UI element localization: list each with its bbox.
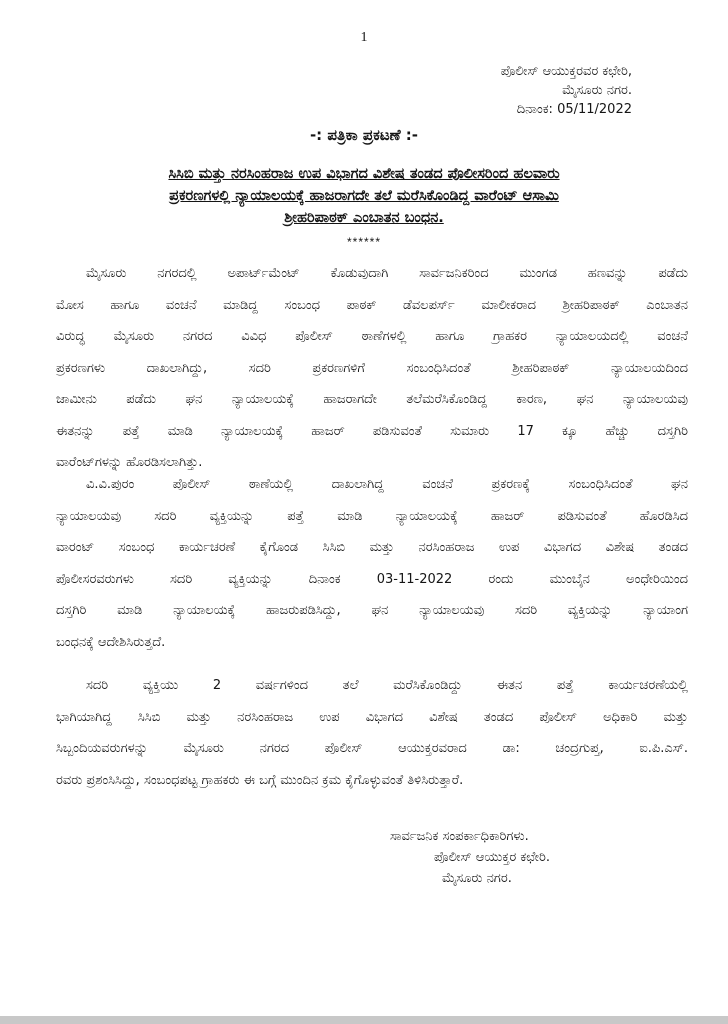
paragraph-line: ರವರು ಪ್ರಶಂಸಿಸಿದ್ದು, ಸಂಬಂಧಪಟ್ಟ ಗ್ರಾಹಕರು ಈ ಬಗ್ಗೆ ಮುಂದಿನ ಕ್ರಮ ಕೈಗೊಳ್ಳುವಂತೆ ತಿಳಿಸಿರುತ್ತಾರೆ. xyxy=(56,772,464,788)
bottom-edge-bar xyxy=(0,1016,728,1024)
paragraph-2 xyxy=(56,469,688,658)
paragraph-line: ಸಿಬ್ಬಂದಿಯವರುಗಳನ್ನು ಮೈಸೂರು ನಗರದ ಪೊಲೀಸ್ ಆಯುಕ್ತರವರಾದ ಡಾ: ಚಂದ್ರಗುಪ್ತ, ಐ.ಪಿ.ಎಸ್. xyxy=(56,741,688,756)
paragraph-line: ಮೈಸೂರು ನಗರದಲ್ಲಿ ಅಪಾರ್ಟ್‌ಮೆಂಟ್ ಕೊಡುವುದಾಗಿ ಸಾರ್ವಜನಿಕರಿಂದ ಮುಂಗಡ ಹಣವನ್ನು ಪಡೆದು xyxy=(86,266,688,281)
signatory-title: ಸಾರ್ವಜನಿಕ ಸಂಪರ್ಕಾಧಿಕಾರಿಗಳು. xyxy=(390,829,529,844)
paragraph-line: ಜಾಮೀನು ಪಡೆದು ಘನ ನ್ಯಾಯಾಲಯಕ್ಕೆ ಹಾಜರಾಗದೇ ತಲೆಮರೆಸಿಕೊಂಡಿದ್ದ ಕಾರಣ, ಘನ ನ್ಯಾಯಾಲಯವು xyxy=(56,392,688,407)
office-city: ಮೈಸೂರು ನಗರ. xyxy=(562,83,632,98)
press-release-heading: -: ಪತ್ರಿಕಾ ಪ್ರಕಟಣೆ :- xyxy=(309,126,419,144)
paragraph-line: ಮೋಸ ಹಾಗೂ ವಂಚನೆ ಮಾಡಿದ್ದ ಸಂಬಂಧ ಪಾಠಕ್ ಡೆವಲಪರ್ಸ್ ಮಾಲೀಕರಾದ ಶ್ರೀಹರಿಪಾಠಕ್ ಎಂಬಾತನ xyxy=(56,297,688,313)
paragraph-line: ವಿರುದ್ಧ ಮೈಸೂರು ನಗರದ ವಿವಿಧ ಪೊಲೀಸ್ ಠಾಣೆಗಳಲ್ಲಿ ಹಾಗೂ ಗ್ರಾಹಕರ ನ್ಯಾಯಾಲಯದಲ್ಲಿ ವಂಚನೆ xyxy=(56,329,688,344)
page-number: 1 xyxy=(360,30,368,45)
paragraph-line: ದಸ್ತಗಿರಿ ಮಾಡಿ ನ್ಯಾಯಾಲಯಕ್ಕೆ ಹಾಜರುಪಡಿಸಿದ್ದು, ಘನ ನ್ಯಾಯಾಲಯವು ಸದರಿ ವ್ಯಕ್ತಿಯನ್ನು ನ್ಯಾಯಾಂಗ xyxy=(56,603,688,618)
signature-block xyxy=(390,826,550,889)
paragraph-line: ವಾರೆಂಟ್‌ಗಳನ್ನು ಹೊರಡಿಸಲಾಗಿತ್ತು. xyxy=(56,455,203,470)
paragraph-line: ವಿ.ವಿ.ಪುರಂ ಪೊಲೀಸ್ ಠಾಣೆಯಲ್ಲಿ ದಾಖಲಾಗಿದ್ದ ವಂಚನೆ ಪ್ರಕರಣಕ್ಕೆ ಸಂಬಂಧಿಸಿದಂತೆ ಘನ xyxy=(86,477,688,492)
office-name: ಪೊಲೀಸ್ ಆಯುಕ್ತರವರ ಕಛೇರಿ, xyxy=(500,64,632,79)
paragraph-line: ಪ್ರಕರಣಗಳು ದಾಖಲಾಗಿದ್ದು, ಸದರಿ ಪ್ರಕರಣಗಳಿಗೆ ಸಂಬಂಧಿಸಿದಂತೆ ಶ್ರೀಹರಿಪಾಠಕ್ ನ್ಯಾಯಾಲಯದಿಂದ xyxy=(56,360,688,376)
paragraph-line: ಬಂಧನಕ್ಕೆ ಆದೇಶಿಸಿರುತ್ತದೆ. xyxy=(56,634,166,650)
signatory-city: ಮೈಸೂರು ನಗರ. xyxy=(442,871,512,886)
document-date: ದಿನಾಂಕ: 05/11/2022 xyxy=(516,102,632,117)
paragraph-line: ಭಾಗಿಯಾಗಿದ್ದ ಸಿಸಿಬಿ ಮತ್ತು ನರಸಿಂಹರಾಜ ಉಪ ವಿಭಾಗದ ವಿಶೇಷ ತಂಡದ ಪೊಲೀಸ್ ಅಧಿಕಾರಿ ಮತ್ತು xyxy=(56,709,688,725)
headline xyxy=(60,163,668,229)
paragraph-line: ಸದರಿ ವ್ಯಕ್ತಿಯು 2 ವರ್ಷಗಳಿಂದ ತಲೆ ಮರೆಸಿಕೊಂಡಿದ್ದು ಈತನ ಪತ್ತೆ ಕಾರ್ಯಚರಣೆಯಲ್ಲಿ xyxy=(86,678,688,693)
headline-line-2: ಪ್ರಕರಣಗಳಲ್ಲಿ ನ್ಯಾಯಾಲಯಕ್ಕೆ ಹಾಜರಾಗದೇ ತಲೆ ಮರೆಸಿಕೊಂಡಿದ್ದ ವಾರೆಂಟ್ ಆಸಾಮಿ xyxy=(169,188,559,204)
paragraph-line: ಈತನನ್ನು ಪತ್ತೆ ಮಾಡಿ ನ್ಯಾಯಾಲಯಕ್ಕೆ ಹಾಜರ್ ಪಡಿಸುವಂತೆ ಸುಮಾರು 17 ಕ್ಕೂ ಹೆಚ್ಚು ದಸ್ತಗಿರಿ xyxy=(56,423,688,439)
headline-line-1: ಸಿಸಿಬಿ ಮತ್ತು ನರಸಿಂಹರಾಜ ಉಪ ವಿಭಾಗದ ವಿಶೇಷ ತಂಡದ ಪೊಲೀಸರಿಂದ ಹಲವಾರು xyxy=(168,166,560,182)
office-address-block xyxy=(501,62,632,119)
paragraph-line: ಪೊಲೀಸರವರುಗಳು ಸದರಿ ವ್ಯಕ್ತಿಯನ್ನು ದಿನಾಂಕ 03-11-2022 ರಂದು ಮುಂಬೈನ ಅಂಧೇರಿಯಿಂದ xyxy=(56,571,688,587)
signatory-office: ಪೊಲೀಸ್ ಆಯುಕ್ತರ ಕಛೇರಿ. xyxy=(434,850,550,865)
paragraph-line: ವಾರಂಟ್ ಸಂಬಂಧ ಕಾರ್ಯಚರಣೆ ಕೈಗೊಂಡ ಸಿಸಿಬಿ ಮತ್ತು ನರಸಿಂಹರಾಜ ಉಪ ವಿಭಾಗದ ವಿಶೇಷ ತಂಡದ xyxy=(56,540,688,555)
paragraph-line: ನ್ಯಾಯಾಲಯವು ಸದರಿ ವ್ಯಕ್ತಿಯನ್ನು ಪತ್ತೆ ಮಾಡಿ ನ್ಯಾಯಾಲಯಕ್ಕೆ ಹಾಜರ್ ಪಡಿಸುವಂತೆ ಹೊರಡಿಸಿದ xyxy=(56,508,688,524)
separator-stars: ****** xyxy=(346,235,382,249)
paragraph-3 xyxy=(56,670,688,796)
paragraph-1 xyxy=(56,258,688,479)
headline-line-3: ಶ್ರೀಹರಿಪಾಠಕ್ ಎಂಬಾತನ ಬಂಧನ. xyxy=(284,210,444,226)
